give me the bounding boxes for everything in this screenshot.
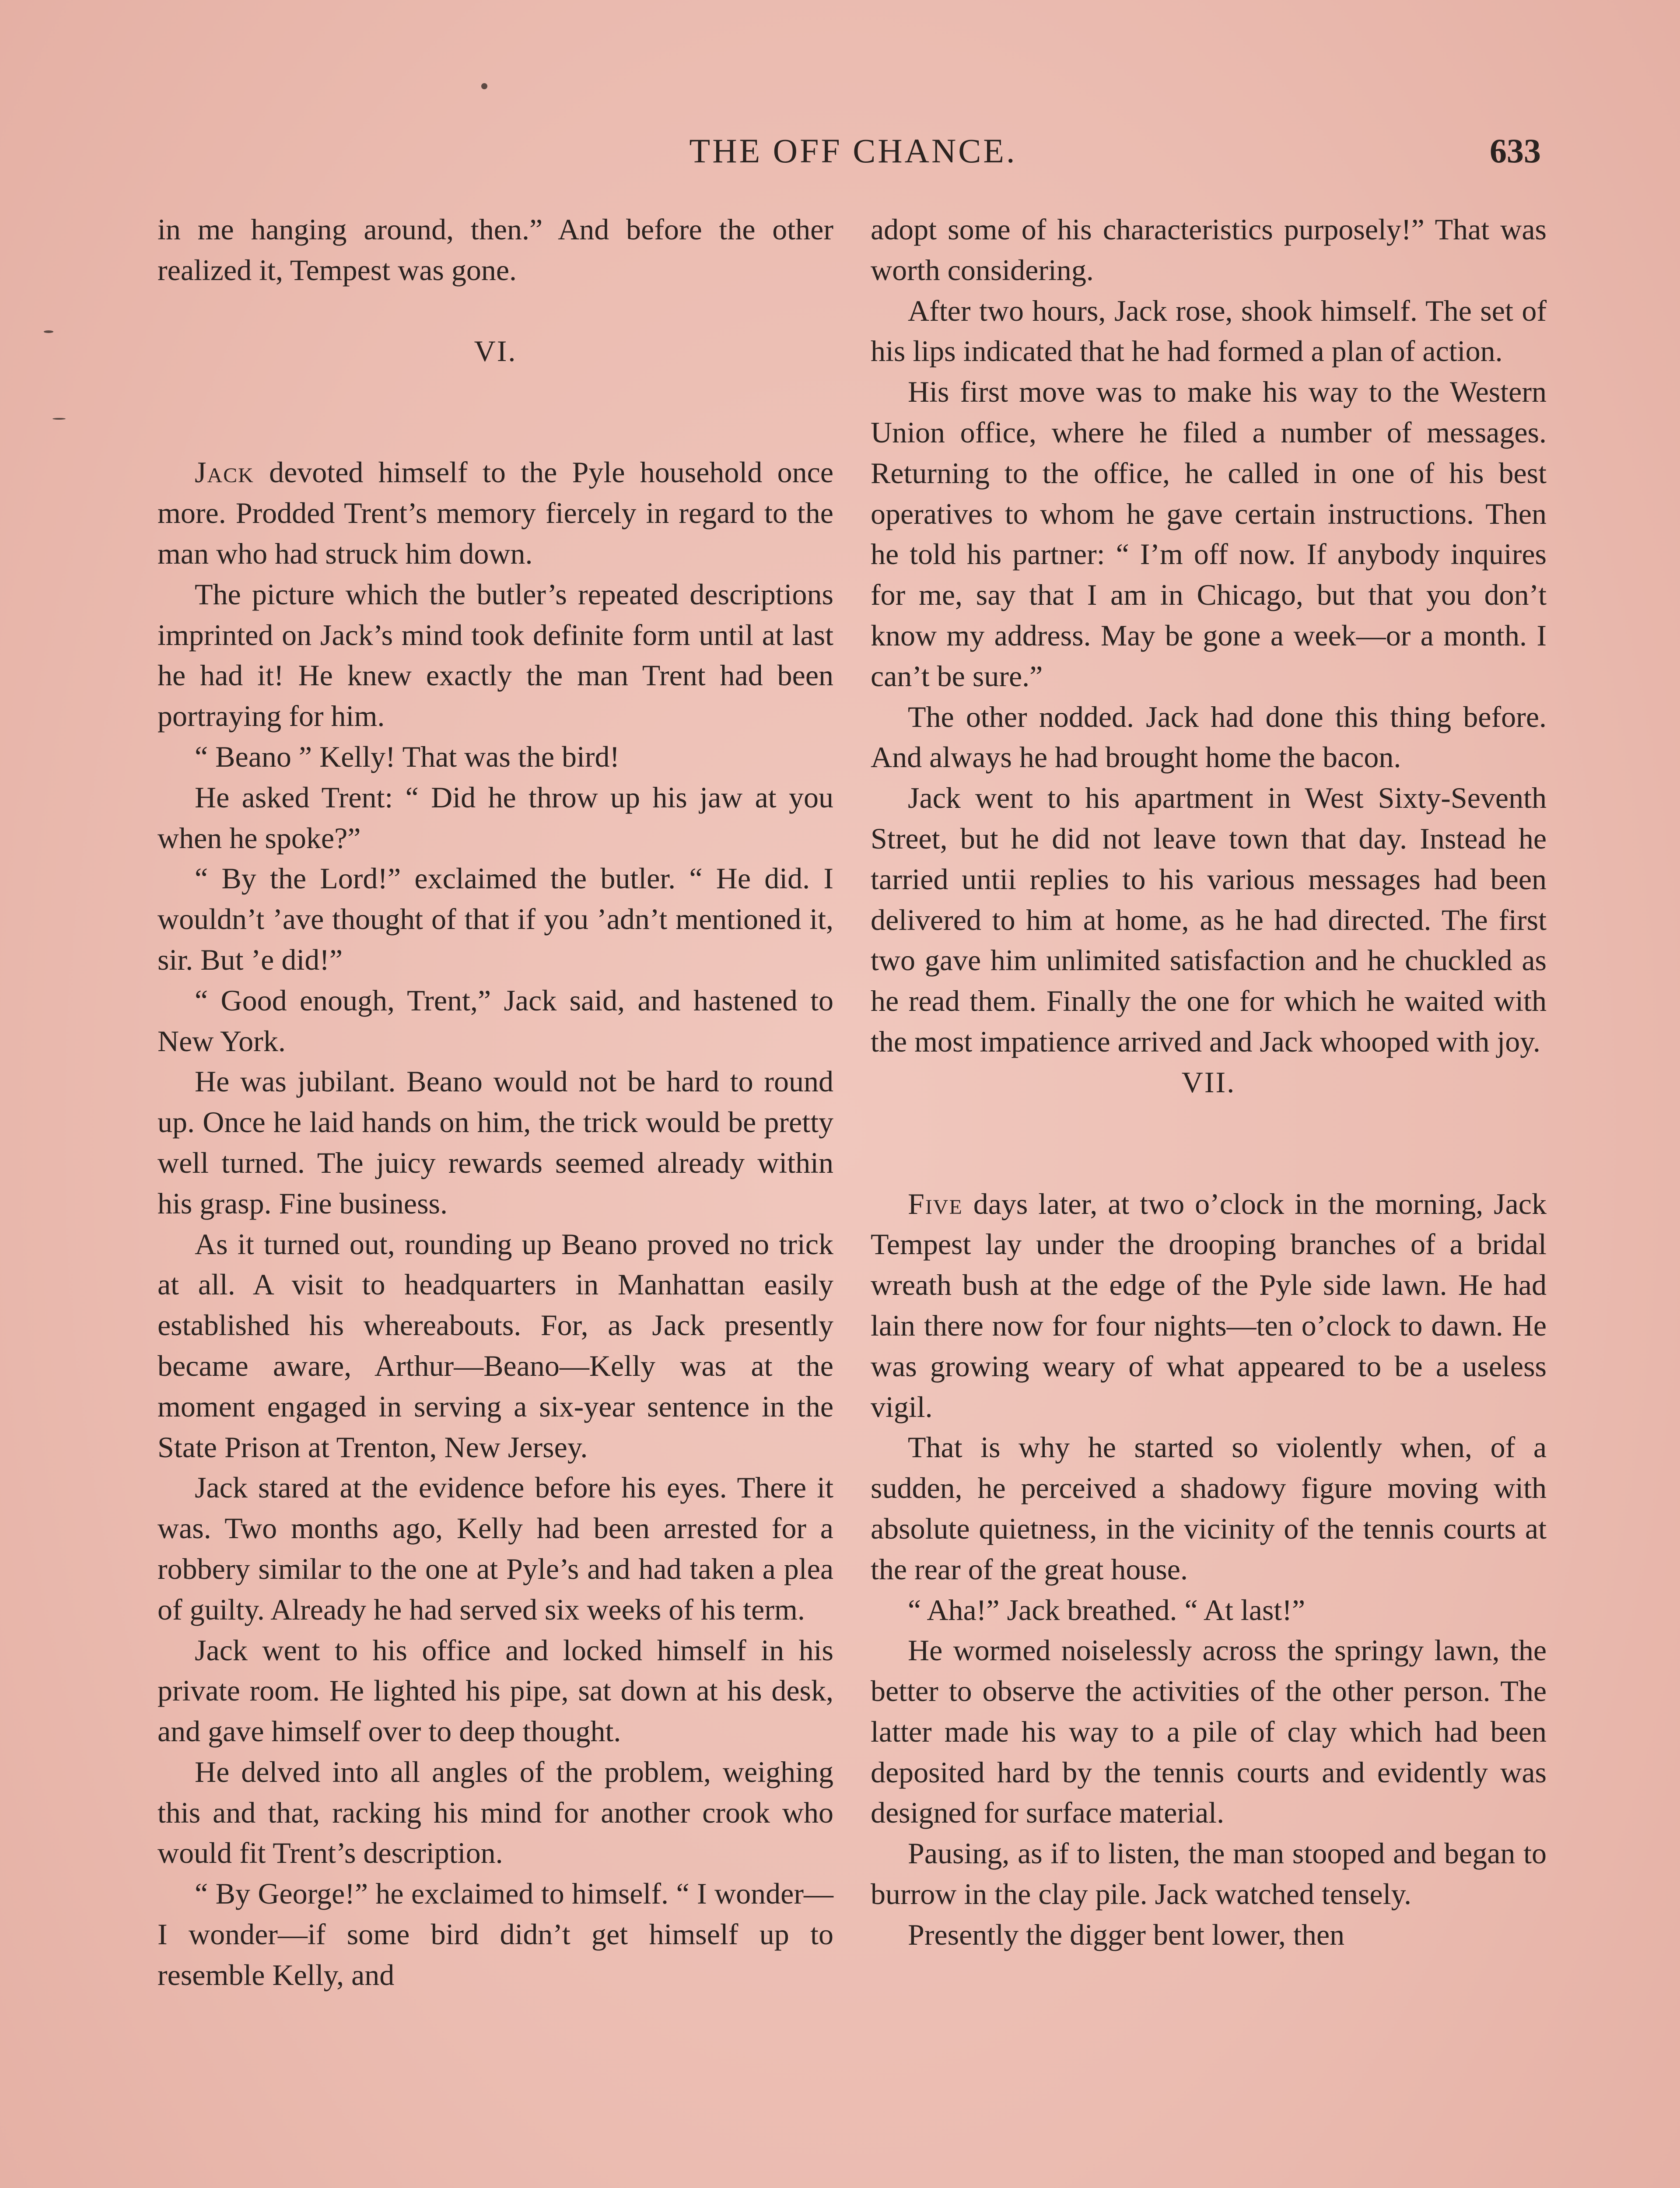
paragraph: The other nodded. Jack had done this thing before. And always he had brought home the bacon. <box>871 700 1547 774</box>
paragraph: Jack stared at the evidence before his eyes. There it was. Two months ago, Kelly had been arrested for a robbery similar to the one at Pyle’s and had taken a plea of guilty. Already he had served six weeks of his term. <box>158 1471 833 1626</box>
paragraph: After two hours, Jack rose, shook himself. The set of his lips indicated that he had formed a plan of action. <box>871 294 1547 368</box>
page-number: 633 <box>1490 132 1541 170</box>
paragraph: “ Aha!” Jack breathed. “ At last!” <box>908 1593 1306 1627</box>
paragraph: “ Beano ” Kelly! That was the bird! <box>195 740 620 773</box>
paragraph: The picture which the butler’s repeated descriptions imprinted on Jack’s mind took definite form until at last he had it! He knew exactly the man Trent had been portraying for him. <box>158 577 833 733</box>
paragraph-text: days later, at two o’clock in the morning, Jack Tempest lay under the drooping branches of a bridal wreath bush at the edge of the Pyle side lawn. He had lain there now for four nights—ten o’clock to dawn. He was growing weary of what appeared to be a useless vigil. <box>871 1187 1547 1424</box>
paragraph: adopt some of his characteristics purposely!” That was worth considering. <box>871 213 1547 287</box>
paragraph: That is why he started so violently when, of a sudden, he perceived a shadowy figure moving with absolute quietness, in the vicinity of the tennis courts at the rear of the great house. <box>871 1431 1547 1586</box>
paragraph: He wormed noiselessly across the springy lawn, the better to observe the activities of the other person. The latter made his way to a pile of clay which had been deposited hard by the tennis courts and evidently was designed for surface material. <box>871 1634 1547 1830</box>
paragraph: Pausing, as if to listen, the man stooped and began to burrow in the clay pile. Jack watched tensely. <box>871 1837 1547 1911</box>
paper-speck <box>44 330 53 333</box>
section-heading-vi: VI. <box>474 334 517 368</box>
paragraph: He was jubilant. Beano would not be hard to round up. Once he laid hands on him, the trick would be pretty well turned. The juicy rewards seemed already within his grasp. Fine business. <box>158 1065 833 1220</box>
paragraph: His first move was to make his way to the Western Union office, where he filed a number of messages. Returning to the office, he called in one of his best operatives to whom he gave certain instructions. Then he told his partner: “ I’m off now. If anybody inquires for me, say that I am in Chicago, but that you don’t know my address. May be gone a week—or a month. I can’t be sure.” <box>871 375 1547 693</box>
paragraph-text: devoted himself to the Pyle household once more. Prodded Trent’s memory fiercely in regard to the man who had struck him down. <box>158 456 833 570</box>
paragraph: He delved into all angles of the problem, weighing this and that, racking his mind for another crook who would fit Trent’s description. <box>158 1755 833 1870</box>
paragraph: He asked Trent: “ Did he throw up his jaw at you when he spoke?” <box>158 780 833 855</box>
paper-speck <box>481 83 487 89</box>
drop-word: Jack <box>195 456 254 489</box>
paragraph <box>871 1184 1547 1427</box>
paragraph <box>158 452 833 574</box>
right-column <box>871 209 1547 1955</box>
paragraph: As it turned out, rounding up Beano proved no trick at all. A visit to headquarters in Manhattan easily established his whereabouts. For, as Jack presently became aware, Arthur—Beano—Kelly was at the moment engaged in serving a six-year sentence in the State Prison at Trenton, New Jersey. <box>158 1227 833 1464</box>
paragraph: “ By George!” he exclaimed to himself. “ I wonder—I wonder—if some bird didn’t get himself up to resemble Kelly, and <box>158 1877 833 1992</box>
drop-word: Five <box>908 1187 963 1220</box>
paragraph: Jack went to his office and locked himself in his private room. He lighted his pipe, sat down at his desk, and gave himself over to deep thought. <box>158 1633 833 1748</box>
paragraph: in me hanging around, then.” And before the other realized it, Tempest was gone. <box>158 213 833 287</box>
paragraph: “ By the Lord!” exclaimed the butler. “ He did. I wouldn’t ’ave thought of that if you ’adn’t mentioned it, sir. But ’e did!” <box>158 862 833 976</box>
paragraph: Presently the digger bent lower, then <box>908 1918 1345 1951</box>
section-heading-vii: VII. <box>1181 1065 1236 1099</box>
paper-speck <box>52 418 66 420</box>
running-head: THE OFF CHANCE. <box>689 132 1017 170</box>
paragraph: Jack went to his apartment in West Sixty-Seventh Street, but he did not leave town that day. Instead he tarried untii replies to his various messages had been delivered to him at home, as he had directed. The first two gave him unlimited satisfaction and he chuckled as he read them. Finally the one for which he waited with the most impatience arrived and Jack whooped with joy. <box>871 781 1547 1058</box>
left-column <box>158 209 833 1995</box>
paragraph: “ Good enough, Trent,” Jack said, and hastened to New York. <box>158 983 833 1058</box>
